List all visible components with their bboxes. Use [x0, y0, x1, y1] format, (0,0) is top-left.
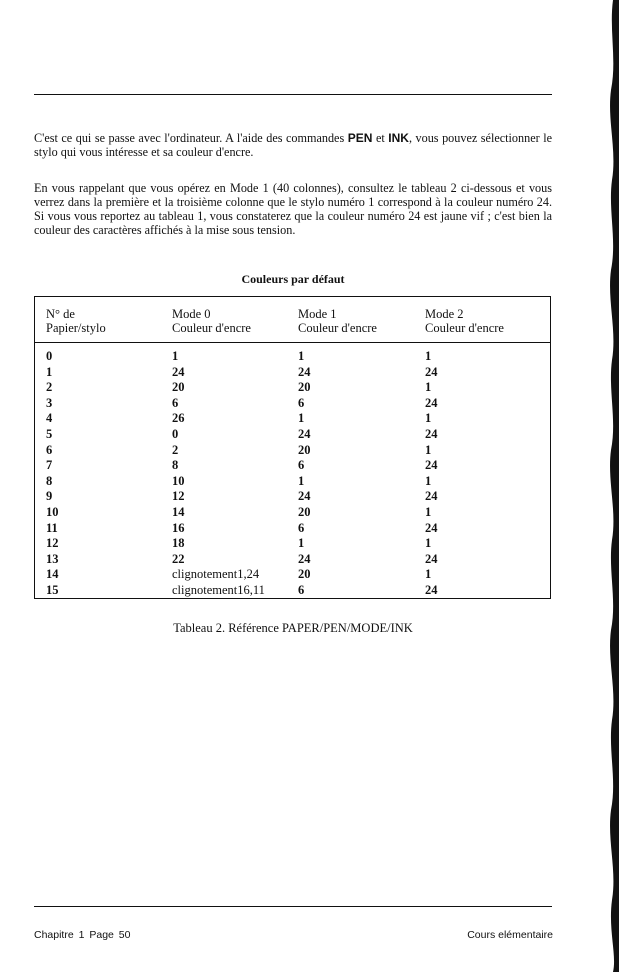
table-row: [35, 411, 550, 427]
table-row: [35, 505, 550, 521]
table-cell: 1: [425, 536, 432, 551]
table-cell: 6: [298, 458, 305, 473]
table-caption: Tableau 2. Référence PAPER/PEN/MODE/INK: [173, 621, 413, 635]
table-cell: 1: [298, 473, 305, 488]
table-cell: 24: [425, 395, 438, 410]
paragraph-pen-ink: C'est ce qui se passe avec l'ordinateur. A l'aide des commandes PEN et INK, vous pouvez sélectionner le stylo qui vous intéresse et sa couleur d'encre.: [34, 131, 552, 159]
table-row: [35, 489, 550, 505]
table-cell: 1: [425, 349, 432, 363]
table-cell: 5: [46, 426, 53, 441]
table-cell: 1: [172, 349, 179, 363]
header-mode-1: Mode 1 Couleur d'encre: [298, 307, 377, 335]
table-cell: 12: [172, 489, 185, 504]
table-cell: 24: [298, 489, 311, 504]
table-cell: 1: [425, 504, 432, 519]
table-cell: 22: [172, 551, 185, 566]
table-body: [35, 349, 550, 599]
table-cell: 24: [425, 426, 438, 441]
table-cell: 1: [425, 473, 432, 488]
table-cell: 24: [298, 364, 311, 379]
table-title: Couleurs par défaut: [241, 272, 345, 286]
table-cell: clignotement1,24: [172, 567, 260, 582]
table-cell: 1: [46, 364, 53, 379]
table-cell: 6: [46, 442, 53, 457]
table-cell: 18: [172, 536, 185, 551]
table-cell: 13: [46, 551, 59, 566]
table-cell: 24: [298, 551, 311, 566]
paragraph-mode-1: En vous rappelant que vous opérez en Mode 1 (40 colonnes), consultez le tableau 2 ci-dessous et vous verrez dans la première et la troisième colonne que le stylo numéro 1 correspond à la couleur numéro 24. Si vous vous reportez au tableau 1, vous constaterez que la couleur numéro 24 est jaune vif ; c'est bien la couleur des caractères affichés à la mise sous tension.: [34, 181, 552, 237]
table-row: [35, 567, 550, 583]
table-cell: 8: [46, 473, 53, 488]
default-colors-table: [34, 296, 551, 599]
table-cell: 20: [298, 442, 311, 457]
header-mode-0: Mode 0 Couleur d'encre: [172, 307, 251, 335]
table-row: [35, 365, 550, 381]
table-cell: 0: [172, 426, 179, 441]
table-cell: 24: [425, 364, 438, 379]
table-cell: 12: [46, 536, 59, 551]
table-cell: 24: [298, 426, 311, 441]
table-row: [35, 380, 550, 396]
table-cell: 1: [298, 349, 305, 363]
table-row: [35, 521, 550, 537]
table-cell: 6: [298, 395, 305, 410]
table-cell: 1: [298, 536, 305, 551]
table-cell: 1: [425, 411, 432, 426]
table-cell: 0: [46, 349, 53, 363]
table-cell: 26: [172, 411, 185, 426]
table-header: [35, 297, 550, 343]
table-row: [35, 349, 550, 365]
pen-command: PEN: [347, 131, 373, 145]
table-row: [35, 536, 550, 552]
table-cell: 7: [46, 458, 53, 473]
table-cell: 3: [46, 395, 53, 410]
table-cell: clignotement16,11: [172, 582, 265, 597]
table-row: [35, 427, 550, 443]
table-cell: 20: [298, 380, 311, 395]
table-cell: 16: [172, 520, 185, 535]
table-cell: 1: [425, 442, 432, 457]
page-binding-edge: [603, 0, 619, 972]
table-cell: 24: [425, 582, 438, 597]
table-cell: 20: [172, 380, 185, 395]
table-cell: 1: [425, 380, 432, 395]
table-cell: 9: [46, 489, 53, 504]
table-cell: 6: [298, 520, 305, 535]
table-row: [35, 474, 550, 490]
table-cell: 24: [425, 551, 438, 566]
table-cell: 10: [46, 504, 59, 519]
header-rule: [34, 94, 552, 95]
table-cell: 1: [425, 567, 432, 582]
table-cell: 8: [172, 458, 179, 473]
table-cell: 24: [425, 458, 438, 473]
footer-chapter-page: Chapitre 1 Page 50: [34, 929, 131, 941]
table-cell: 24: [425, 489, 438, 504]
table-cell: 1: [298, 411, 305, 426]
table-cell: 14: [46, 567, 59, 582]
header-mode-2: Mode 2 Couleur d'encre: [425, 307, 504, 335]
table-cell: 15: [46, 582, 59, 597]
table-cell: 24: [172, 364, 185, 379]
table-cell: 2: [172, 442, 179, 457]
table-cell: 6: [298, 582, 305, 597]
table-row: [35, 458, 550, 474]
table-cell: 10: [172, 473, 185, 488]
table-cell: 11: [46, 520, 58, 535]
footer-rule: [34, 906, 552, 907]
table-cell: 6: [172, 395, 179, 410]
table-cell: 20: [298, 504, 311, 519]
footer-course-title: Cours elémentaire: [467, 929, 553, 941]
table-row: [35, 396, 550, 412]
table-row: [35, 443, 550, 459]
table-cell: 14: [172, 504, 185, 519]
table-row: [35, 552, 550, 568]
table-cell: 2: [46, 380, 53, 395]
table-cell: 20: [298, 567, 311, 582]
table-cell: 4: [46, 411, 53, 426]
ink-command: INK: [388, 131, 409, 145]
header-pen-number: N° de Papier/stylo: [46, 307, 106, 335]
table-cell: 24: [425, 520, 438, 535]
table-row: [35, 583, 550, 599]
